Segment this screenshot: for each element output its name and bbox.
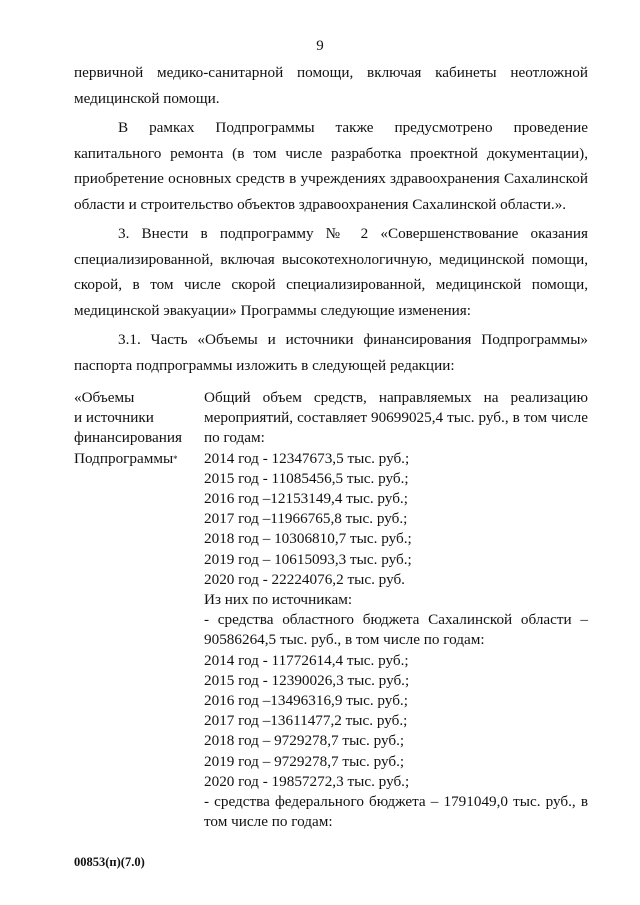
paragraph-1: первичной медико-санитарной помощи, включая кабинеты неотложной медицинской помощи. bbox=[74, 64, 588, 107]
regional-year-row: 2017 год –13611477,2 тыс. руб.; bbox=[204, 712, 408, 730]
funding-label bbox=[74, 388, 194, 469]
sources-heading: Из них по источникам: bbox=[204, 591, 353, 609]
regional-year-row: 2016 год –13496316,9 тыс. руб.; bbox=[204, 692, 408, 710]
label-line: и источники bbox=[74, 409, 154, 427]
regional-year-row: 2018 год – 9729278,7 тыс. руб.; bbox=[204, 732, 405, 750]
regional-year-row: 2015 год - 12390026,3 тыс. руб.; bbox=[204, 671, 410, 689]
body-text bbox=[74, 60, 588, 378]
regional-intro: - средства областного бюджета Сахалинской области – 90586264,5 тыс. руб., в том числе по годам: bbox=[204, 611, 588, 649]
federal-intro: - средства федерального бюджета – 1791049,0 тыс. руб., в том числе по годам: bbox=[204, 793, 588, 831]
label-line: «Объемы bbox=[74, 389, 135, 406]
total-year-row: 2016 год –12153149,4 тыс. руб.; bbox=[204, 490, 408, 508]
total-intro: Общий объем средств, направляемых на реализацию мероприятий, составляет 90699025,4 тыс. руб., в том числе по годам: bbox=[204, 389, 588, 447]
total-year-row: 2017 год –11966765,8 тыс. руб.; bbox=[204, 510, 408, 528]
regional-year-row: 2020 год - 19857272,3 тыс. руб.; bbox=[204, 772, 410, 790]
funding-content bbox=[204, 388, 588, 832]
label-line: финансирования bbox=[74, 429, 182, 447]
page-number: 9 bbox=[316, 38, 324, 54]
label-line: Подпрограммы* bbox=[74, 449, 178, 467]
total-year-row: 2018 год – 10306810,7 тыс. руб.; bbox=[204, 530, 412, 548]
document-code: 00853(п)(7.0) bbox=[74, 855, 145, 869]
total-year-row: 2020 год - 22224076,2 тыс. руб. bbox=[204, 570, 405, 588]
regional-year-row: 2019 год – 9729278,7 тыс. руб.; bbox=[204, 752, 405, 770]
paragraph-4: 3.1. Часть «Объемы и источники финансирования Подпрограммы» паспорта подпрограммы изложить в следующей редакции: bbox=[74, 331, 588, 374]
total-year-row: 2019 год – 10615093,3 тыс. руб.; bbox=[204, 550, 412, 568]
paragraph-2: В рамках Подпрограммы также предусмотрено проведение капитального ремонта (в том числе разработка проектной документации), приобретение основных средств в учреждениях здравоохранения Сахалинской области и строительство объектов здравоохранения Сахалинской области.». bbox=[74, 119, 588, 213]
footnote-mark: * bbox=[173, 453, 178, 464]
total-year-row: 2014 год - 12347673,5 тыс. руб.; bbox=[204, 449, 410, 467]
total-year-row: 2015 год - 11085456,5 тыс. руб.; bbox=[204, 469, 409, 487]
paragraph-3: 3. Внести в подпрограмму № 2 «Совершенствование оказания специализированной, включая высокотехнологичную, медицинской помощи, скорой, в том числе скорой специализированной, медицинской помощи, медицинской эвакуации» Программы следующие изменения: bbox=[74, 225, 588, 319]
regional-year-row: 2014 год - 11772614,4 тыс. руб.; bbox=[204, 651, 409, 669]
